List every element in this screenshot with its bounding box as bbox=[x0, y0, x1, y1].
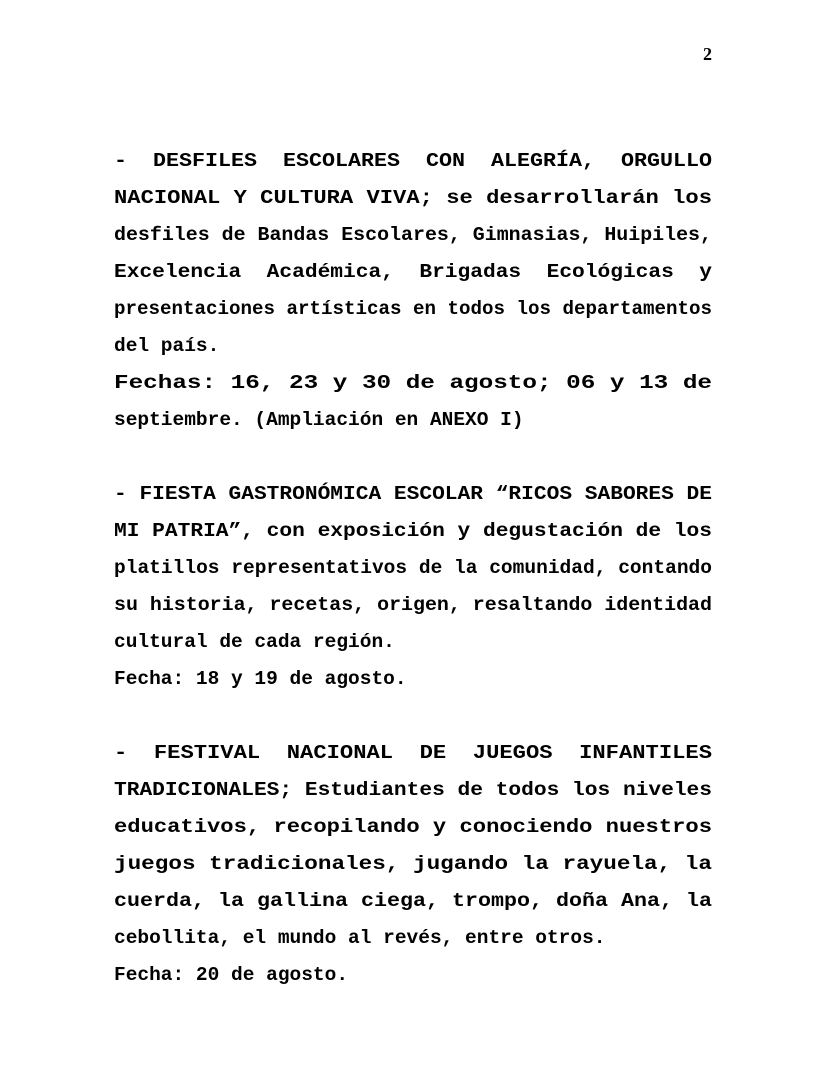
text-line: Fechas: 16, 23 y 30 de agosto; 06 y 13 de bbox=[114, 372, 712, 394]
text-line: platillos representativos de la comunidad, contando bbox=[114, 557, 713, 579]
text-line: desfiles de Bandas Escolares, Gimnasias, Huipiles, bbox=[114, 224, 712, 246]
text-line: educativos, recopilando y conociendo nuestros bbox=[114, 816, 712, 838]
text-line: septiembre. (Ampliación en ANEXO I) bbox=[114, 409, 524, 431]
text-line: - FIESTA GASTRONÓMICA ESCOLAR “RICOS SABORES DE bbox=[114, 483, 713, 505]
paragraph-festival-juegos-tradicionales bbox=[114, 735, 712, 994]
text-line: - DESFILES ESCOLARES CON ALEGRÍA, ORGULLO bbox=[114, 150, 712, 172]
page-number: 2 bbox=[703, 44, 712, 64]
text-line: Fecha: 18 y 19 de agosto. bbox=[114, 668, 407, 690]
paragraph-desfiles-escolares bbox=[114, 143, 712, 439]
paragraph-fiesta-gastronomica bbox=[114, 476, 712, 698]
text-line: TRADICIONALES; Estudiantes de todos los niveles bbox=[114, 779, 713, 801]
text-line: NACIONAL Y CULTURA VIVA; se desarrollarán los bbox=[114, 187, 712, 209]
text-line: presentaciones artísticas en todos los departamentos bbox=[114, 298, 712, 320]
text-line: cuerda, la gallina ciega, trompo, doña Ana, la bbox=[114, 890, 712, 912]
text-line: juegos tradicionales, jugando la rayuela, la bbox=[114, 853, 712, 875]
text-line: cultural de cada región. bbox=[114, 631, 395, 653]
text-line: Excelencia Académica, Brigadas Ecológicas y bbox=[114, 261, 713, 283]
text-line: su historia, recetas, origen, resaltando identidad bbox=[114, 594, 712, 616]
text-line: - FESTIVAL NACIONAL DE JUEGOS INFANTILES bbox=[114, 742, 712, 764]
document-body bbox=[114, 143, 712, 994]
text-line: del país. bbox=[114, 335, 220, 357]
text-line: MI PATRIA”, con exposición y degustación de los bbox=[114, 520, 713, 542]
text-line: cebollita, el mundo al revés, entre otros. bbox=[114, 927, 606, 949]
text-line: Fecha: 20 de agosto. bbox=[114, 964, 349, 986]
